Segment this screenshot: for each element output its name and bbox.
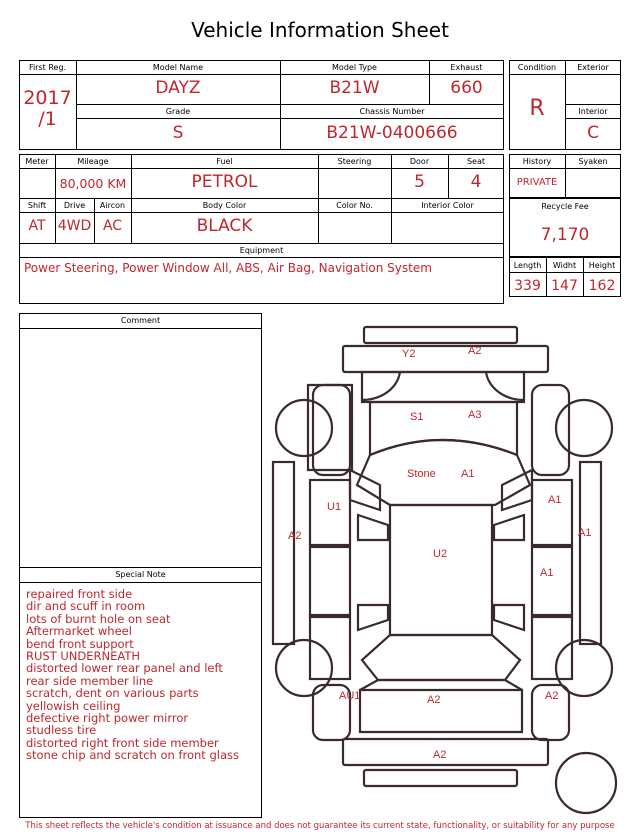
condition-value: R — [529, 96, 545, 121]
color-no-label: Color No. — [336, 201, 373, 210]
damage-mark-a1-right-lower: A1 — [540, 567, 554, 579]
length-value: 339 — [514, 278, 541, 294]
special-note-item: stone chip and scratch on front glass — [26, 748, 239, 763]
width-value: 147 — [551, 278, 578, 294]
mileage-value: 80,000 KM — [59, 176, 127, 191]
shift-value: AT — [28, 218, 46, 234]
condition-label: Condition — [517, 63, 557, 72]
equipment-label: Equipment — [239, 246, 284, 255]
history-value: PRIVATE — [516, 177, 558, 188]
special-note-item: scratch, dent on various parts — [26, 686, 199, 701]
interior-color-label: Interior Color — [421, 201, 474, 210]
damage-mark-a2-hood: A2 — [427, 694, 441, 706]
history-label: History — [522, 157, 552, 166]
special-note-item: yellowish ceiling — [26, 698, 121, 713]
exterior-label: Exterior — [577, 63, 609, 72]
damage-mark-y2: Y2 — [402, 348, 416, 360]
damage-mark-a1-right-upper: A1 — [548, 494, 562, 506]
seat-value: 4 — [470, 172, 482, 192]
model-type-label: Model Type — [332, 63, 377, 72]
damage-mark-a2-front-bumper: A2 — [433, 749, 447, 761]
fuel-value: PETROL — [191, 172, 258, 192]
fuel-label: Fuel — [216, 157, 233, 166]
grade-value: S — [172, 123, 184, 143]
door-label: Door — [409, 157, 430, 166]
damage-mark-u1: U1 — [327, 501, 342, 513]
steering-label: Steering — [337, 157, 372, 166]
damage-mark-a2-rear-bumper: A2 — [468, 345, 482, 357]
damage-mark-s1: S1 — [410, 411, 424, 423]
special-note-item: repaired front side — [26, 587, 133, 601]
special-note-item: distorted lower rear panel and left — [26, 661, 223, 676]
car-outline — [273, 327, 616, 813]
special-note-item: distorted right front side member — [26, 735, 219, 750]
special-note-label: Special Note — [115, 570, 166, 579]
interior-value: C — [587, 123, 599, 143]
height-label: Height — [588, 261, 616, 270]
mileage-label: Mileage — [77, 157, 109, 166]
door-value: 5 — [414, 172, 425, 192]
damage-mark-au1: AU1 — [339, 690, 361, 702]
damage-mark-a1-glass: A1 — [461, 468, 475, 480]
disclaimer-footer: This sheet reflects the vehicle's condition at issuance and does not guarantee its current state, functionality, or suitability for any purpose — [25, 821, 615, 831]
seat-label: Seat — [466, 157, 486, 166]
damage-mark-a2-right-front: A2 — [545, 690, 559, 702]
body-color-value: BLACK — [196, 216, 253, 236]
height-value: 162 — [588, 278, 616, 294]
shift-label: Shift — [27, 201, 47, 210]
width-label: Widht — [552, 261, 577, 270]
special-note-item: RUST UNDERNEATH — [26, 649, 141, 664]
special-note-item: rear side member line — [26, 673, 154, 688]
page-title: Vehicle Information Sheet — [191, 18, 449, 42]
first-reg-value: 2017 /1 — [23, 87, 72, 130]
damage-mark-a3: A3 — [468, 409, 482, 421]
first-reg-label: First Reg. — [28, 63, 67, 72]
length-label: Length — [513, 261, 542, 270]
special-note-item: dir and scuff in room — [26, 599, 146, 614]
special-note-item: lots of burnt hole on seat — [26, 611, 171, 626]
aircon-label: Aircon — [99, 201, 126, 210]
comment-label: Comment — [120, 316, 161, 325]
aircon-value: AC — [102, 218, 123, 234]
damage-mark-stone: Stone — [407, 468, 436, 480]
recycle-fee-label: Recycle Fee — [541, 202, 589, 211]
grade-label: Grade — [165, 107, 191, 116]
drive-value: 4WD — [57, 218, 92, 234]
model-name-value: DAYZ — [155, 78, 201, 98]
special-note-item: studless tire — [26, 723, 97, 738]
chassis-label: Chassis Number — [359, 107, 425, 116]
special-note-item: defective right power mirror — [26, 711, 189, 726]
damage-mark-u2: U2 — [433, 548, 448, 560]
model-type-value: B21W — [329, 78, 380, 98]
damage-mark-a2-left: A2 — [288, 530, 302, 542]
recycle-fee-value: 7,170 — [540, 225, 590, 245]
exhaust-value: 660 — [450, 78, 483, 98]
special-note-item: bend front support — [26, 636, 134, 651]
drive-label: Drive — [63, 201, 86, 210]
damage-mark-a1-right-edge: A1 — [578, 527, 592, 539]
equipment-value: Power Steering, Power Window All, ABS, Air Bag, Navigation System — [24, 261, 432, 275]
special-note-item: Aftermarket wheel — [26, 624, 132, 639]
syaken-label: Syaken — [578, 157, 608, 166]
meter-label: Meter — [25, 157, 49, 166]
body-color-label: Body Color — [202, 201, 247, 210]
chassis-value: B21W-0400666 — [326, 123, 458, 143]
model-name-label: Model Name — [152, 63, 204, 72]
exhaust-label: Exhaust — [450, 63, 483, 72]
interior-label: Interior — [578, 107, 608, 116]
